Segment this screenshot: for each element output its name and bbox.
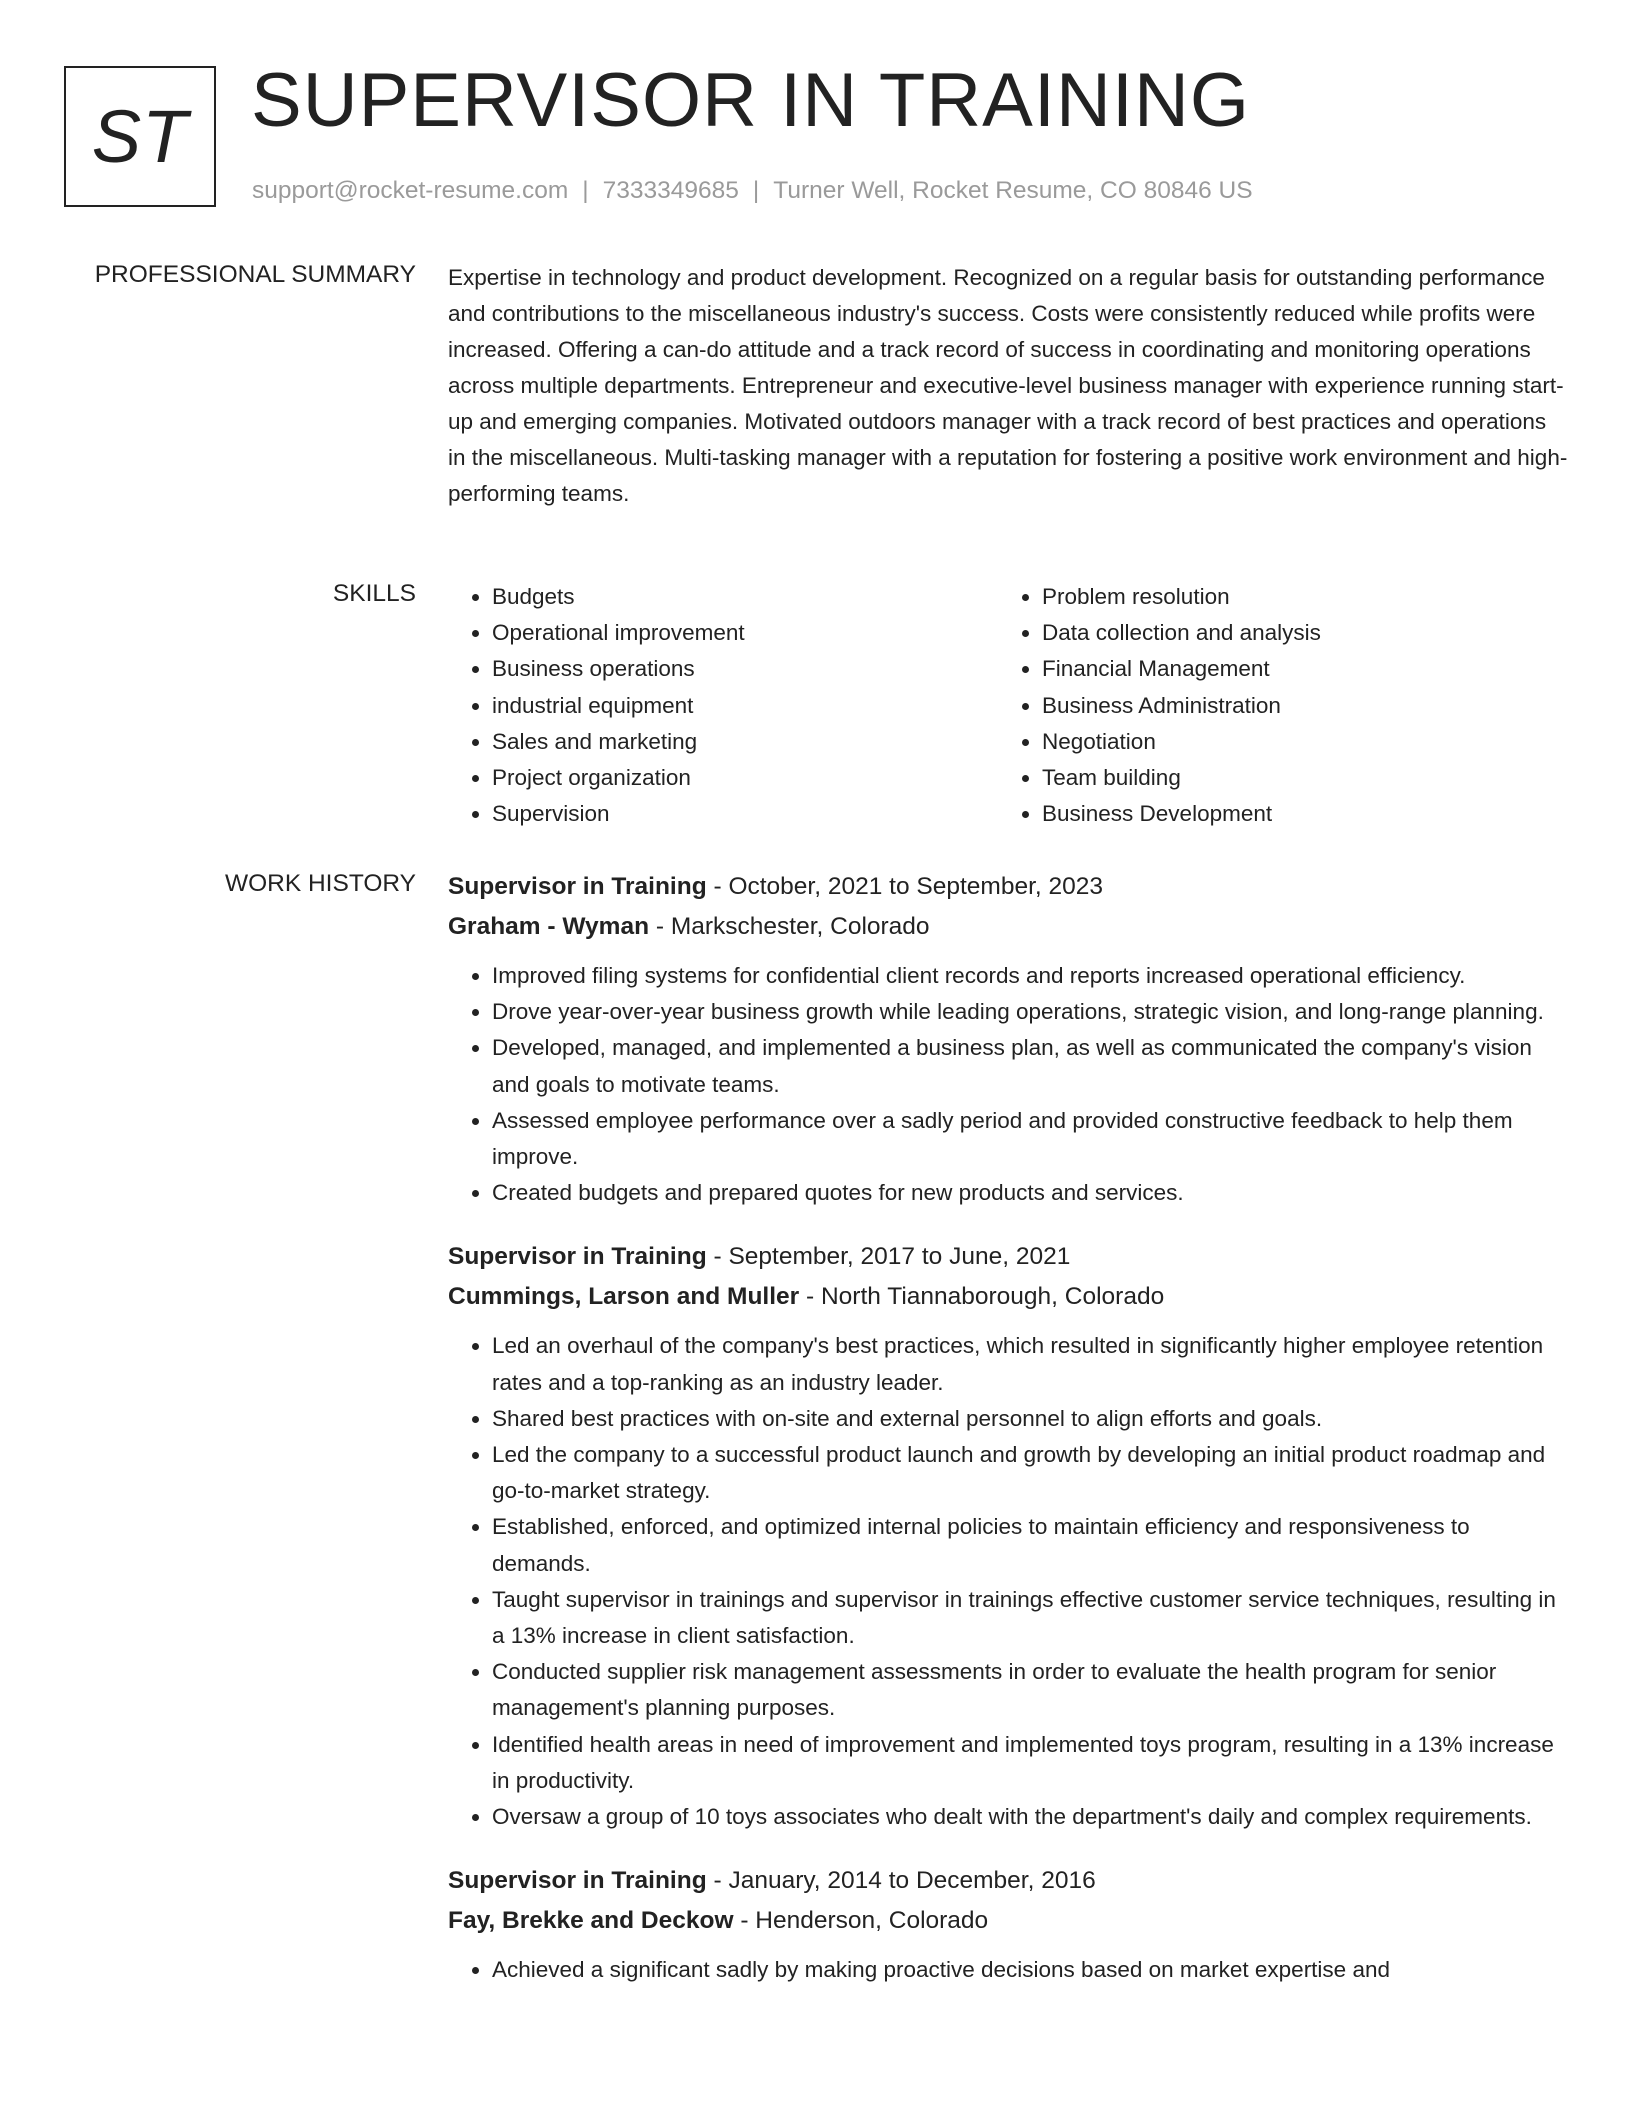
job-title-line: [448, 1237, 1568, 1277]
job-bullet: • Taught supervisor in trainings and supervisor in trainings effective customer service techniques, resulting in a 13% increase in client satisfaction.: [492, 1582, 1568, 1654]
job-company: Cummings, Larson and Muller: [448, 1283, 800, 1311]
job-bullets: [448, 1328, 1568, 1835]
job-company: Fay, Brekke and Deckow: [448, 1907, 734, 1935]
job-bullet: • Achieved a significant sadly by making proactive decisions based on market expertise and: [492, 1952, 1568, 1988]
job-company: Graham - Wyman: [448, 913, 650, 940]
job-bullets: [448, 958, 1568, 1211]
job-entry: [448, 1861, 1568, 1988]
skill-item: • Budgets: [492, 579, 998, 615]
job-title: Supervisor in Training: [448, 1243, 707, 1271]
job-bullet: • Led the company to a successful product launch and growth by developing an initial product roadmap and go-to-market strategy.: [492, 1437, 1568, 1509]
job-entry: [448, 1237, 1568, 1835]
skill-item: • Financial Management: [1042, 651, 1548, 687]
job-title-line: [448, 1861, 1568, 1901]
job-dates: - September, 2017 to June, 2021: [706, 1243, 1071, 1271]
resume-name: SUPERVISOR IN TRAINING: [251, 58, 1250, 143]
summary-section: [448, 260, 1568, 512]
section-label-work: WORK HISTORY: [224, 870, 416, 897]
skill-item: • industrial equipment: [492, 688, 998, 724]
contact-address: Turner Well, Rocket Resume, CO 80846 US: [773, 177, 1253, 204]
skill-item: • Operational improvement: [492, 615, 998, 651]
monogram-logo: ST: [64, 66, 216, 207]
job-bullet: • Assessed employee performance over a sadly period and provided constructive feedback to help them improve.: [492, 1103, 1568, 1175]
skill-item: • Problem resolution: [1042, 579, 1548, 615]
job-title: Supervisor in Training: [448, 873, 707, 900]
job-location: - Markschester, Colorado: [649, 913, 930, 940]
skill-item: • Project organization: [492, 760, 998, 796]
job-bullet: • Led an overhaul of the company's best practices, which resulted in significantly higher employee retention rates and a top-ranking as an industry leader.: [492, 1328, 1568, 1400]
skill-item: • Team building: [1042, 760, 1548, 796]
skill-item: • Sales and marketing: [492, 724, 998, 760]
job-bullet: • Shared best practices with on-site and external personnel to align efforts and goals.: [492, 1401, 1568, 1437]
skills-list-left: [448, 579, 998, 832]
job-bullet: • Created budgets and prepared quotes for new products and services.: [492, 1175, 1568, 1211]
job-bullet: • Improved filing systems for confidential client records and reports increased operational efficiency.: [492, 958, 1568, 994]
job-bullets: [448, 1952, 1568, 1988]
job-entry: [448, 867, 1568, 1211]
skill-item: • Data collection and analysis: [1042, 615, 1548, 651]
skill-item: • Business operations: [492, 651, 998, 687]
contact-email: support@rocket-resume.com: [252, 177, 569, 204]
job-location: - Henderson, Colorado: [733, 1907, 989, 1935]
job-bullet: • Conducted supplier risk management assessments in order to evaluate the health program for senior management's planning purposes.: [492, 1654, 1568, 1726]
job-bullet: • Identified health areas in need of improvement and implemented toys program, resulting in a 13% increase in productivity.: [492, 1727, 1568, 1799]
job-bullet: • Drove year-over-year business growth while leading operations, strategic vision, and long-range planning.: [492, 994, 1568, 1030]
job-company-line: [448, 907, 1568, 947]
contact-line: [252, 175, 1253, 207]
job-bullet: • Established, enforced, and optimized internal policies to maintain efficiency and responsiveness to demands.: [492, 1509, 1568, 1581]
job-company-line: [448, 1277, 1568, 1317]
contact-phone: 7333349685: [602, 177, 739, 204]
job-bullet: • Oversaw a group of 10 toys associates who dealt with the department's daily and complex requirements.: [492, 1799, 1568, 1835]
section-label-skills: SKILLS: [332, 580, 416, 607]
work-history-section: [448, 867, 1568, 2014]
skill-item: • Supervision: [492, 796, 998, 832]
job-location: - North Tiannaborough, Colorado: [799, 1283, 1165, 1311]
contact-separator: |: [582, 177, 589, 204]
job-title: Supervisor in Training: [448, 1867, 707, 1895]
job-dates: - October, 2021 to September, 2023: [706, 873, 1104, 900]
job-company-line: [448, 1901, 1568, 1941]
skill-item: • Negotiation: [1042, 724, 1548, 760]
skills-list-right: [998, 579, 1548, 832]
skill-item: • Business Development: [1042, 796, 1548, 832]
job-bullet: • Developed, managed, and implemented a business plan, as well as communicated the company's vision and goals to motivate teams.: [492, 1030, 1568, 1102]
job-dates: - January, 2014 to December, 2016: [706, 1867, 1096, 1895]
skills-section: [448, 579, 1568, 832]
summary-text: Expertise in technology and product development. Recognized on a regular basis for outstanding performance and contributions to the miscellaneous industry's success. Costs were consistently reduced while profits were increased. Offering a can-do attitude and a track record of success in coordinating and monitoring operations across multiple departments. Entrepreneur and executive-level business manager with experience running start-up and emerging companies. Motivated outdoors manager with a track record of best practices and operations in the miscellaneous. Multi-tasking manager with a reputation for fostering a positive work environment and high-performing teams.: [448, 265, 1568, 506]
skill-item: • Business Administration: [1042, 688, 1548, 724]
section-label-summary: PROFESSIONAL SUMMARY: [94, 261, 416, 288]
job-title-line: [448, 867, 1568, 907]
contact-separator: |: [752, 177, 760, 204]
